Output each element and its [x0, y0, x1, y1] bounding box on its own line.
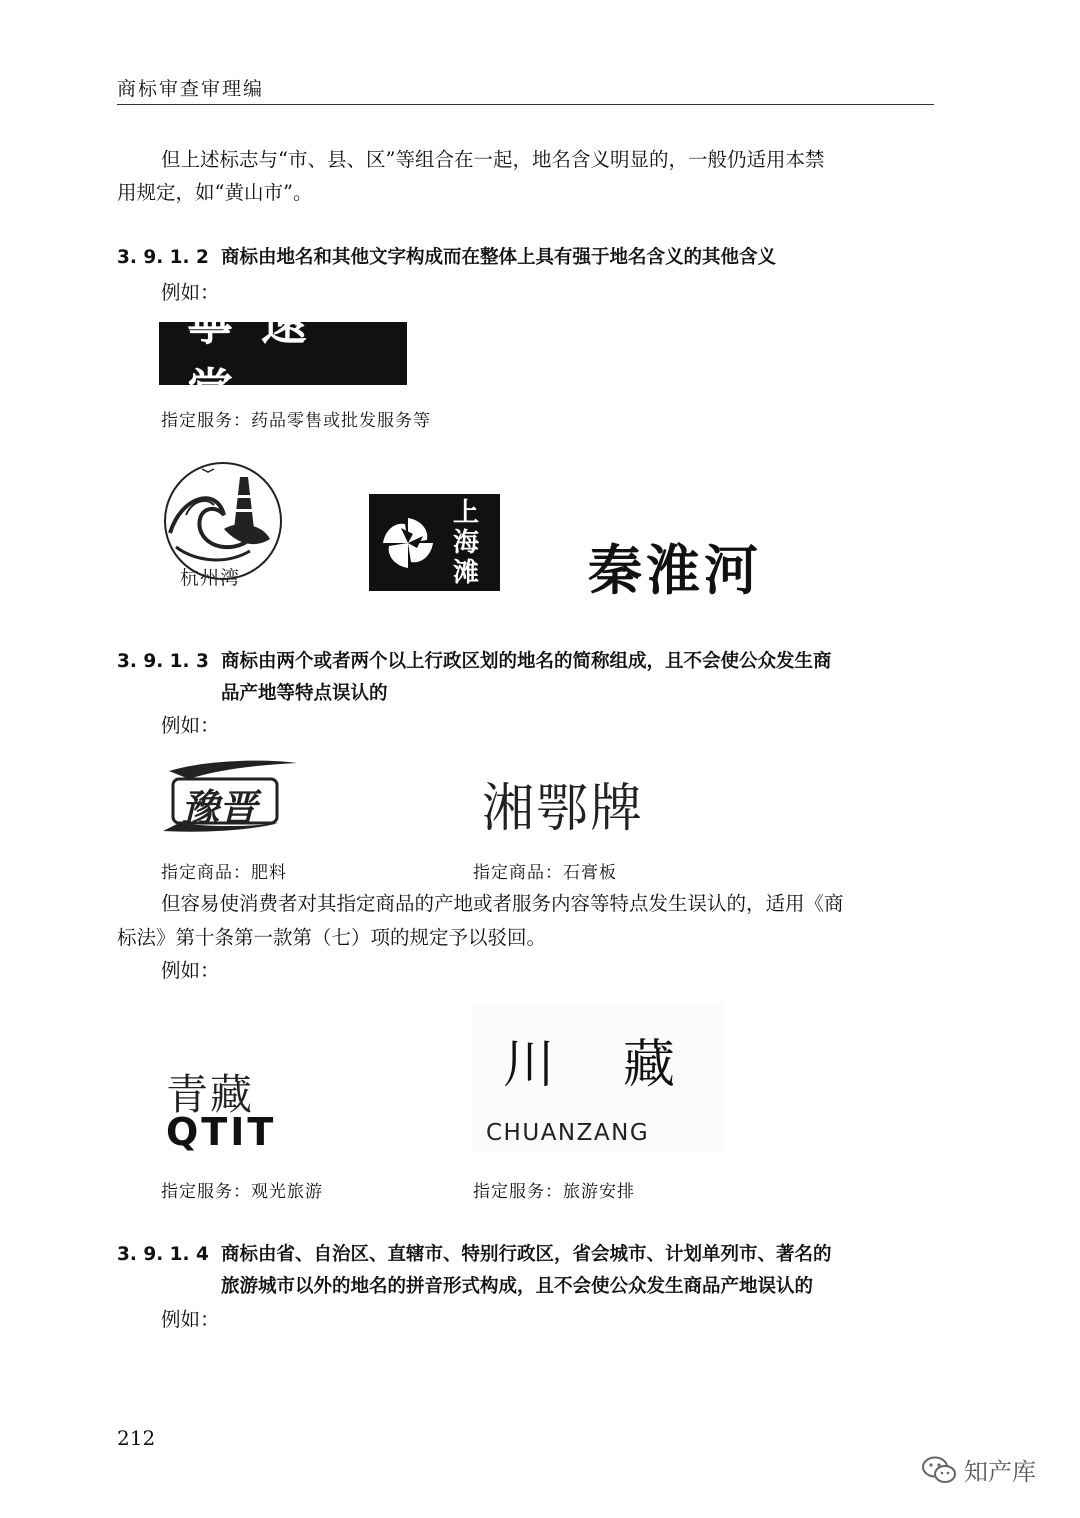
- trademark-hangzhouwan: [162, 455, 284, 591]
- trademark-char: 藏: [623, 1035, 676, 1095]
- caption: 指定服务：旅游安排: [473, 1182, 635, 1202]
- trademark-char: 滩: [453, 558, 480, 588]
- section-title: 品产地等特点误认的: [221, 683, 388, 704]
- trademark-text: 寧遠堂: [187, 296, 335, 417]
- section-number: 3. 9. 1. 2: [117, 247, 209, 268]
- section-number: 3. 9. 1. 4: [117, 1244, 209, 1265]
- paragraph-line: 标法》第十条第一款第（七）项的规定予以驳回。: [117, 926, 547, 949]
- section-title: 商标由省、自治区、直辖市、特别行政区，省会城市、计划单列市、著名的: [221, 1244, 832, 1265]
- trademark-shanghaitan: [369, 494, 500, 591]
- trademark-vertical-text: [453, 498, 479, 588]
- paragraph-line: 但容易使消费者对其指定商品的产地或者服务内容等特点发生误认的，适用《商: [161, 892, 844, 915]
- section-title: 旅游城市以外的地名的拼音形式构成，且不会使公众发生商品产地误认的: [221, 1276, 814, 1297]
- section-title: 商标由两个或者两个以上行政区划的地名的简称组成，且不会使公众发生商: [221, 651, 832, 672]
- caption: 指定商品：肥料: [161, 863, 287, 883]
- trademark-qingzang-en: QTIT: [166, 1110, 277, 1154]
- section-number: 3. 9. 1. 3: [117, 651, 209, 672]
- watermark-text: 知产库: [964, 1458, 1036, 1486]
- caption: 指定商品：石膏板: [473, 863, 617, 883]
- caption: 指定服务：观光旅游: [161, 1182, 323, 1202]
- trademark-qingzang-cn: 青藏: [166, 1070, 255, 1119]
- trademark-chuanzang: [473, 1002, 723, 1152]
- watermark: [922, 1452, 1036, 1487]
- example-label: 例如：: [161, 1308, 220, 1331]
- trademark-ningyuantang: [159, 296, 407, 417]
- pinwheel-icon: [379, 514, 437, 572]
- wechat-icon: [922, 1456, 956, 1484]
- trademark-text: 杭州湾: [180, 567, 241, 589]
- trademark-char: 川: [503, 1035, 556, 1095]
- header-divider: [117, 104, 934, 105]
- example-label: 例如：: [161, 714, 220, 737]
- trademark-char: 海: [453, 528, 480, 558]
- trademark-char: 上: [453, 498, 480, 528]
- paragraph-line: 但上述标志与“市、县、区”等组合在一起，地名含义明显的，一般仍适用本禁: [161, 148, 825, 171]
- trademark-text: CHUANZANG: [486, 1120, 650, 1146]
- example-label: 例如：: [161, 959, 220, 982]
- running-header: 商标审查审理编: [117, 78, 265, 100]
- paragraph-line: 用规定，如“黄山市”。: [117, 181, 313, 204]
- example-label: 例如：: [161, 281, 220, 304]
- trademark-text: 豫晋: [181, 785, 258, 830]
- trademark-xiangepai: 湘鄂牌: [482, 779, 645, 839]
- trademark-yujin: [159, 757, 299, 837]
- trademark-qinhuaihe: 秦淮河: [588, 538, 762, 602]
- section-title: 商标由地名和其他文字构成而在整体上具有强于地名含义的其他含义: [221, 247, 777, 268]
- caption: 指定服务：药品零售或批发服务等: [161, 411, 431, 431]
- page-number: 212: [117, 1426, 156, 1450]
